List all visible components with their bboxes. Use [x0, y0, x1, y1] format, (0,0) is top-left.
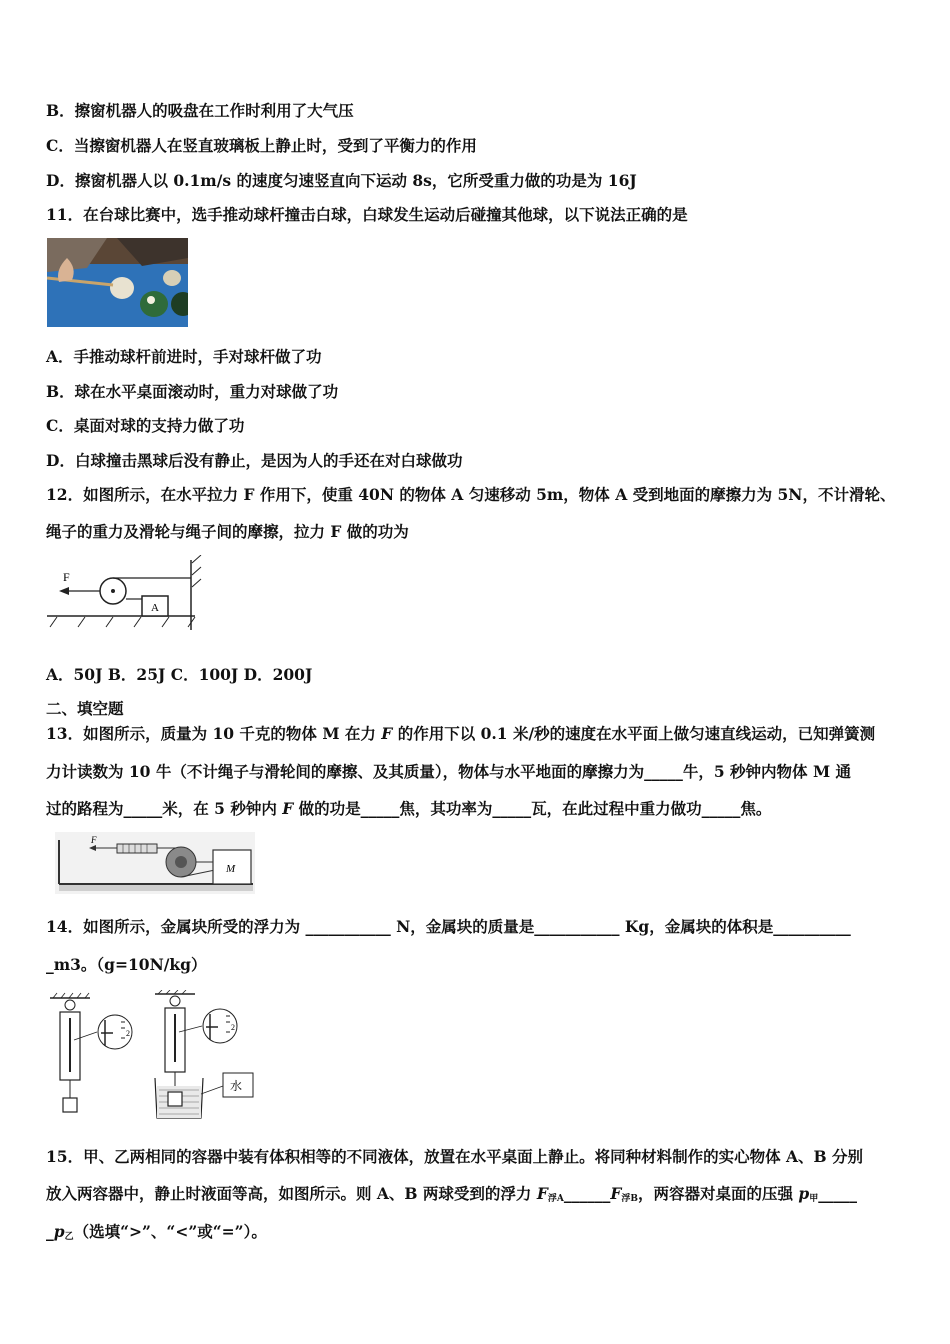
section-fill-in-blank: 二、填空题	[46, 699, 124, 718]
q12-options: A．50J B．25J C．100J D．200J	[46, 665, 313, 684]
force-label: F	[91, 835, 97, 845]
q15-line1: 15．甲、乙两相同的容器中装有体积相等的不同液体，放置在水平桌面上静止。将同种材料制作的实心物体 A、B 分别	[46, 1147, 863, 1166]
q14-line1: 14．如图所示，金属块所受的浮力为 ___________ N，金属块的质量是___________ Kg，金属块的体积是__________	[46, 917, 851, 936]
q10-option-c: C．当擦窗机器人在竖直玻璃板上静止时，受到了平衡力的作用	[46, 136, 477, 155]
q12-stem-line1: 12．如图所示，在水平拉力 F 作用下，使重 40N 的物体 A 匀速移动 5m，物体 A 受到地面的摩擦力为 5N，不计滑轮、	[46, 485, 896, 504]
q11-option-a: A．手推动球杆前进时，手对球杆做了功	[46, 347, 322, 366]
buoyancy-diagram-q14	[45, 990, 260, 1125]
q11-option-c: C．桌面对球的支持力做了功	[46, 416, 245, 435]
q13-line2: 力计读数为 10 牛（不计绳子与滑轮间的摩擦、及其质量），物体与水平地面的摩擦力为_____牛，5 秒钟内物体 M 通	[46, 762, 851, 781]
pulley-diagram-q12	[45, 555, 210, 635]
water-label: 水	[230, 1079, 243, 1093]
tick-label: 2	[126, 1029, 130, 1038]
q11-option-b: B．球在水平桌面滚动时，重力对球做了功	[46, 382, 339, 401]
q13-line3: 过的路程为_____米，在 5 秒钟内 F 做的功是_____焦，其功率为_____瓦，在此过程中重力做功_____焦。	[46, 799, 772, 818]
force-label: F	[63, 570, 70, 584]
q11-option-d: D．白球撞击黑球后没有静止，是因为人的手还在对白球做功	[46, 451, 463, 470]
tick-label: 2	[231, 1023, 235, 1032]
q13-line1: 13．如图所示，质量为 10 千克的物体 M 在力 F 的作用下以 0.1 米/秒的速度在水平面上做匀速直线运动，已知弹簧测	[46, 724, 876, 743]
q11-stem: 11．在台球比赛中，选手推动球杆撞击白球，白球发生运动后碰撞其他球，以下说法正确的是	[46, 205, 688, 224]
q10-option-d: D．擦窗机器人以 0.1m/s 的速度匀速竖直向下运动 8s，它所受重力做的功是为 16J	[46, 171, 637, 190]
block-label: A	[151, 602, 159, 614]
block-label: M	[226, 863, 236, 875]
billiards-photo	[47, 238, 188, 327]
metal-block-left	[63, 1098, 77, 1112]
metal-block-right	[168, 1092, 182, 1106]
q10-option-b: B．擦窗机器人的吸盘在工作时利用了大气压	[46, 101, 354, 120]
q14-line2: _m3。（g=10N/kg）	[46, 955, 207, 974]
spring-scale-diagram-q13	[55, 832, 255, 894]
q15-line3: $\_p_乙$（选填“>”、“<”或“=”）。	[46, 1222, 267, 1242]
q12-stem-line2: 绳子的重力及滑轮与绳子间的摩擦，拉力 F 做的功为	[46, 522, 409, 541]
green-ball	[140, 291, 168, 317]
white-ball	[110, 277, 134, 299]
q15-line2: 放入两容器中，静止时液面等高，如图所示。则 A、B 两球受到的浮力 $F_{浮A}\_\_\_\_\_\_F_{浮B}$，两容器对桌面的压强 $p_甲\_\_\_\_\_$	[46, 1184, 857, 1204]
